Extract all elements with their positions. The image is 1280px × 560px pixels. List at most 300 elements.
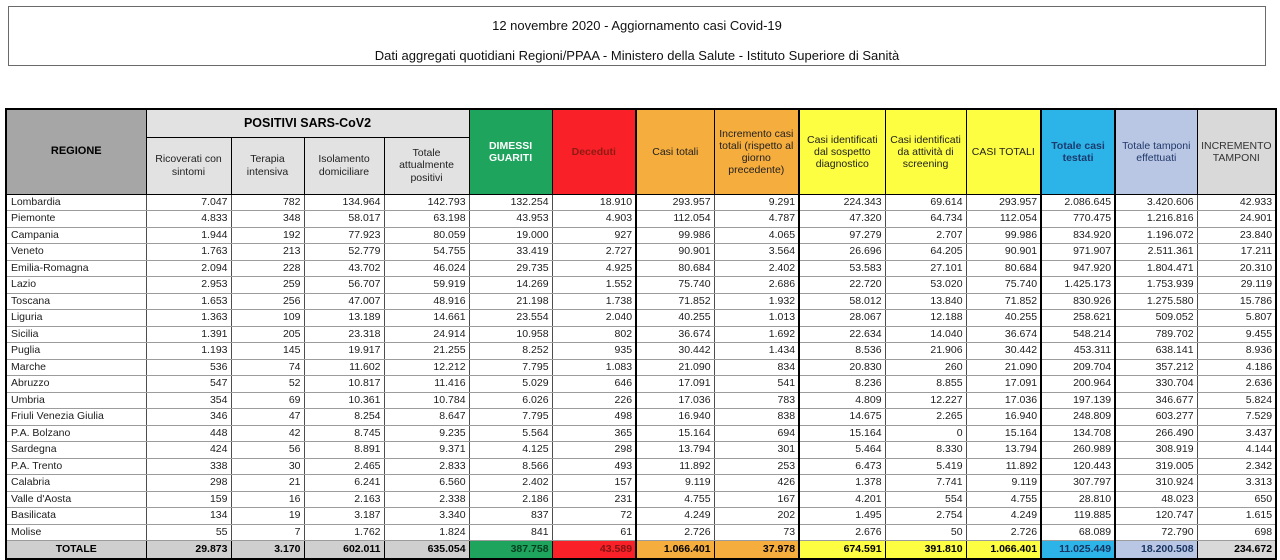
col-header-incremento-tamponi: INCREMENTO TAMPONI (1197, 109, 1276, 194)
total-row (6, 541, 1276, 560)
value-cell: 68.089 (1041, 524, 1115, 541)
value-cell: 80.059 (384, 227, 469, 244)
col-header-ricoverati: Ricoverati con sintomi (146, 137, 231, 194)
table-row (6, 244, 1276, 261)
value-cell: 1.363 (146, 310, 231, 327)
value-cell: 7.741 (885, 475, 966, 492)
value-cell: 1.653 (146, 293, 231, 310)
value-cell: 308.919 (1115, 442, 1197, 459)
value-cell: 260.989 (1041, 442, 1115, 459)
value-cell: 26.696 (799, 244, 885, 261)
value-cell: 209.704 (1041, 359, 1115, 376)
col-header-screening: Casi identificati da attività di screening (885, 109, 966, 194)
table-row (6, 293, 1276, 310)
value-cell: 17.091 (636, 376, 714, 393)
region-name: Abruzzo (6, 376, 146, 393)
value-cell: 493 (552, 458, 636, 475)
table-header (6, 109, 1276, 194)
value-cell: 9.455 (1197, 326, 1276, 343)
value-cell: 21 (231, 475, 304, 492)
total-value-cell: 18.200.508 (1115, 541, 1197, 560)
value-cell: 55 (146, 524, 231, 541)
value-cell: 11.892 (636, 458, 714, 475)
value-cell: 8.330 (885, 442, 966, 459)
value-cell: 42 (231, 425, 304, 442)
covid-data-table (5, 108, 1277, 560)
value-cell: 58.017 (304, 211, 384, 228)
bulletin-title: 12 novembre 2020 - Aggiornamento casi Covid-19 (492, 18, 782, 33)
value-cell: 14.661 (384, 310, 469, 327)
value-cell: 2.186 (469, 491, 552, 508)
value-cell: 22.720 (799, 277, 885, 294)
total-value-cell: 1.066.401 (636, 541, 714, 560)
value-cell: 12.188 (885, 310, 966, 327)
region-name: P.A. Trento (6, 458, 146, 475)
table-row (6, 277, 1276, 294)
region-name: Toscana (6, 293, 146, 310)
value-cell: 24.901 (1197, 211, 1276, 228)
value-cell: 536 (146, 359, 231, 376)
table-row (6, 359, 1276, 376)
value-cell: 802 (552, 326, 636, 343)
total-value-cell: 635.054 (384, 541, 469, 560)
value-cell: 1.824 (384, 524, 469, 541)
value-cell: 453.311 (1041, 343, 1115, 360)
value-cell: 36.674 (636, 326, 714, 343)
col-header-terapia-intensiva: Terapia intensiva (231, 137, 304, 194)
region-name: Calabria (6, 475, 146, 492)
value-cell: 50 (885, 524, 966, 541)
value-cell: 3.564 (714, 244, 799, 261)
value-cell: 13.794 (636, 442, 714, 459)
value-cell: 8.566 (469, 458, 552, 475)
value-cell: 56.707 (304, 277, 384, 294)
value-cell: 541 (714, 376, 799, 393)
table-row (6, 326, 1276, 343)
value-cell: 99.986 (966, 227, 1041, 244)
value-cell: 14.675 (799, 409, 885, 426)
value-cell: 3.437 (1197, 425, 1276, 442)
value-cell: 112.054 (636, 211, 714, 228)
value-cell: 16.940 (966, 409, 1041, 426)
title-box (8, 6, 1266, 66)
value-cell: 3.340 (384, 508, 469, 525)
value-cell: 48.023 (1115, 491, 1197, 508)
value-cell: 5.807 (1197, 310, 1276, 327)
value-cell: 837 (469, 508, 552, 525)
value-cell: 259 (231, 277, 304, 294)
value-cell: 10.361 (304, 392, 384, 409)
value-cell: 1.083 (552, 359, 636, 376)
value-cell: 9.119 (636, 475, 714, 492)
value-cell: 40.255 (636, 310, 714, 327)
value-cell: 9.119 (966, 475, 1041, 492)
value-cell: 120.747 (1115, 508, 1197, 525)
col-header-casi-totali-caps: CASI TOTALI (966, 109, 1041, 194)
value-cell: 1.013 (714, 310, 799, 327)
table-row (6, 475, 1276, 492)
value-cell: 142.793 (384, 194, 469, 211)
value-cell: 298 (146, 475, 231, 492)
value-cell: 30.442 (966, 343, 1041, 360)
value-cell: 58.012 (799, 293, 885, 310)
value-cell: 330.704 (1115, 376, 1197, 393)
value-cell: 4.249 (636, 508, 714, 525)
value-cell: 80.684 (636, 260, 714, 277)
value-cell: 307.797 (1041, 475, 1115, 492)
value-cell: 8.855 (885, 376, 966, 393)
value-cell: 16 (231, 491, 304, 508)
value-cell: 830.926 (1041, 293, 1115, 310)
value-cell: 69.614 (885, 194, 966, 211)
value-cell: 15.164 (636, 425, 714, 442)
value-cell: 21.906 (885, 343, 966, 360)
table-body (6, 194, 1276, 541)
value-cell: 15.786 (1197, 293, 1276, 310)
value-cell: 36.674 (966, 326, 1041, 343)
value-cell: 789.702 (1115, 326, 1197, 343)
value-cell: 646 (552, 376, 636, 393)
value-cell: 4.755 (966, 491, 1041, 508)
region-name: Friuli Venezia Giulia (6, 409, 146, 426)
col-group-positivi-sars-cov2: POSITIVI SARS-CoV2 (146, 109, 469, 137)
value-cell: 1.425.173 (1041, 277, 1115, 294)
table-row (6, 343, 1276, 360)
value-cell: 2.511.361 (1115, 244, 1197, 261)
table-row (6, 442, 1276, 459)
value-cell: 226 (552, 392, 636, 409)
value-cell: 29.119 (1197, 277, 1276, 294)
table-row (6, 310, 1276, 327)
value-cell: 1.193 (146, 343, 231, 360)
value-cell: 424 (146, 442, 231, 459)
value-cell: 11.892 (966, 458, 1041, 475)
value-cell: 7.795 (469, 359, 552, 376)
table-row (6, 211, 1276, 228)
region-name: Sardegna (6, 442, 146, 459)
col-header-totale-casi-testati: Totale casi testati (1041, 109, 1115, 194)
value-cell: 248.809 (1041, 409, 1115, 426)
value-cell: 4.186 (1197, 359, 1276, 376)
value-cell: 43.702 (304, 260, 384, 277)
value-cell: 43.953 (469, 211, 552, 228)
value-cell: 75.740 (966, 277, 1041, 294)
table-row (6, 376, 1276, 393)
value-cell: 548.214 (1041, 326, 1115, 343)
value-cell: 29.735 (469, 260, 552, 277)
value-cell: 947.920 (1041, 260, 1115, 277)
value-cell: 18.910 (552, 194, 636, 211)
value-cell: 4.249 (966, 508, 1041, 525)
value-cell: 56 (231, 442, 304, 459)
value-cell: 159 (146, 491, 231, 508)
value-cell: 69 (231, 392, 304, 409)
value-cell: 21.255 (384, 343, 469, 360)
value-cell: 1.944 (146, 227, 231, 244)
value-cell: 346 (146, 409, 231, 426)
table-row (6, 260, 1276, 277)
col-header-incremento-casi: Incremento casi totali (rispetto al giorno precedente) (714, 109, 799, 194)
col-header-totale-tamponi: Totale tamponi effettuati (1115, 109, 1197, 194)
value-cell: 8.745 (304, 425, 384, 442)
value-cell: 33.419 (469, 244, 552, 261)
value-cell: 9.371 (384, 442, 469, 459)
value-cell: 5.824 (1197, 392, 1276, 409)
value-cell: 1.391 (146, 326, 231, 343)
value-cell: 52.779 (304, 244, 384, 261)
value-cell: 4.201 (799, 491, 885, 508)
value-cell: 293.957 (636, 194, 714, 211)
value-cell: 63.198 (384, 211, 469, 228)
value-cell: 5.419 (885, 458, 966, 475)
region-name: Umbria (6, 392, 146, 409)
value-cell: 47 (231, 409, 304, 426)
value-cell: 21.090 (636, 359, 714, 376)
total-value-cell: 1.066.401 (966, 541, 1041, 560)
value-cell: 0 (885, 425, 966, 442)
value-cell: 47.007 (304, 293, 384, 310)
value-cell: 72 (552, 508, 636, 525)
value-cell: 6.241 (304, 475, 384, 492)
value-cell: 90.901 (966, 244, 1041, 261)
col-header-dimessi-guariti: DIMESSI GUARITI (469, 109, 552, 194)
value-cell: 30 (231, 458, 304, 475)
value-cell: 2.265 (885, 409, 966, 426)
value-cell: 2.707 (885, 227, 966, 244)
value-cell: 99.986 (636, 227, 714, 244)
value-cell: 603.277 (1115, 409, 1197, 426)
value-cell: 119.885 (1041, 508, 1115, 525)
value-cell: 109 (231, 310, 304, 327)
value-cell: 8.236 (799, 376, 885, 393)
col-header-attualmente-positivi: Totale attualmente positivi (384, 137, 469, 194)
value-cell: 120.443 (1041, 458, 1115, 475)
value-cell: 205 (231, 326, 304, 343)
region-name: Veneto (6, 244, 146, 261)
value-cell: 42.933 (1197, 194, 1276, 211)
value-cell: 1.196.072 (1115, 227, 1197, 244)
value-cell: 2.342 (1197, 458, 1276, 475)
value-cell: 192 (231, 227, 304, 244)
value-cell: 134.708 (1041, 425, 1115, 442)
value-cell: 1.434 (714, 343, 799, 360)
value-cell: 338 (146, 458, 231, 475)
value-cell: 7.047 (146, 194, 231, 211)
value-cell: 11.602 (304, 359, 384, 376)
value-cell: 971.907 (1041, 244, 1115, 261)
table-row (6, 491, 1276, 508)
value-cell: 4.755 (636, 491, 714, 508)
value-cell: 132.254 (469, 194, 552, 211)
value-cell: 253 (714, 458, 799, 475)
value-cell: 8.936 (1197, 343, 1276, 360)
value-cell: 53.020 (885, 277, 966, 294)
table-row (6, 409, 1276, 426)
value-cell: 348 (231, 211, 304, 228)
value-cell: 834 (714, 359, 799, 376)
region-name: Lombardia (6, 194, 146, 211)
col-header-sospetto-diagnostico: Casi identificati dal sospetto diagnostico (799, 109, 885, 194)
value-cell: 256 (231, 293, 304, 310)
value-cell: 301 (714, 442, 799, 459)
value-cell: 8.254 (304, 409, 384, 426)
value-cell: 71.852 (966, 293, 1041, 310)
value-cell: 11.416 (384, 376, 469, 393)
value-cell: 90.901 (636, 244, 714, 261)
value-cell: 498 (552, 409, 636, 426)
value-cell: 4.125 (469, 442, 552, 459)
region-name: Campania (6, 227, 146, 244)
value-cell: 224.343 (799, 194, 885, 211)
value-cell: 19 (231, 508, 304, 525)
value-cell: 30.442 (636, 343, 714, 360)
value-cell: 17.211 (1197, 244, 1276, 261)
value-cell: 64.734 (885, 211, 966, 228)
value-cell: 2.094 (146, 260, 231, 277)
value-cell: 927 (552, 227, 636, 244)
value-cell: 59.919 (384, 277, 469, 294)
value-cell: 694 (714, 425, 799, 442)
value-cell: 2.086.645 (1041, 194, 1115, 211)
value-cell: 10.958 (469, 326, 552, 343)
value-cell: 8.647 (384, 409, 469, 426)
value-cell: 3.420.606 (1115, 194, 1197, 211)
value-cell: 6.026 (469, 392, 552, 409)
value-cell: 231 (552, 491, 636, 508)
total-value-cell: 387.758 (469, 541, 552, 560)
table-row (6, 508, 1276, 525)
value-cell: 7.529 (1197, 409, 1276, 426)
table-row (6, 524, 1276, 541)
value-cell: 1.275.580 (1115, 293, 1197, 310)
value-cell: 5.029 (469, 376, 552, 393)
value-cell: 258.621 (1041, 310, 1115, 327)
value-cell: 13.189 (304, 310, 384, 327)
value-cell: 1.763 (146, 244, 231, 261)
value-cell: 21.090 (966, 359, 1041, 376)
table-row (6, 425, 1276, 442)
value-cell: 15.164 (799, 425, 885, 442)
value-cell: 2.686 (714, 277, 799, 294)
value-cell: 213 (231, 244, 304, 261)
value-cell: 260 (885, 359, 966, 376)
table-row (6, 458, 1276, 475)
value-cell: 5.464 (799, 442, 885, 459)
value-cell: 23.840 (1197, 227, 1276, 244)
value-cell: 5.564 (469, 425, 552, 442)
value-cell: 17.036 (636, 392, 714, 409)
value-cell: 16.940 (636, 409, 714, 426)
value-cell: 46.024 (384, 260, 469, 277)
value-cell: 638.141 (1115, 343, 1197, 360)
value-cell: 448 (146, 425, 231, 442)
value-cell: 19.917 (304, 343, 384, 360)
value-cell: 2.402 (469, 475, 552, 492)
value-cell: 9.235 (384, 425, 469, 442)
value-cell: 27.101 (885, 260, 966, 277)
value-cell: 1.216.816 (1115, 211, 1197, 228)
value-cell: 293.957 (966, 194, 1041, 211)
value-cell: 75.740 (636, 277, 714, 294)
col-header-deceduti: Deceduti (552, 109, 636, 194)
value-cell: 266.490 (1115, 425, 1197, 442)
value-cell: 19.000 (469, 227, 552, 244)
value-cell: 14.269 (469, 277, 552, 294)
value-cell: 1.804.471 (1115, 260, 1197, 277)
value-cell: 1.692 (714, 326, 799, 343)
bulletin-subtitle: Dati aggregati quotidiani Regioni/PPAA - Ministero della Salute - Istituto Superiore di Sanità (374, 48, 900, 63)
value-cell: 2.163 (304, 491, 384, 508)
total-label: TOTALE (6, 541, 146, 560)
value-cell: 64.205 (885, 244, 966, 261)
value-cell: 365 (552, 425, 636, 442)
value-cell: 23.318 (304, 326, 384, 343)
value-cell: 935 (552, 343, 636, 360)
col-header-isolamento: Isolamento domiciliare (304, 137, 384, 194)
value-cell: 145 (231, 343, 304, 360)
value-cell: 298 (552, 442, 636, 459)
region-name: P.A. Bolzano (6, 425, 146, 442)
region-name: Molise (6, 524, 146, 541)
value-cell: 48.916 (384, 293, 469, 310)
value-cell: 21.198 (469, 293, 552, 310)
value-cell: 197.139 (1041, 392, 1115, 409)
value-cell: 841 (469, 524, 552, 541)
value-cell: 1.753.939 (1115, 277, 1197, 294)
value-cell: 650 (1197, 491, 1276, 508)
value-cell: 10.817 (304, 376, 384, 393)
value-cell: 17.091 (966, 376, 1041, 393)
value-cell: 310.924 (1115, 475, 1197, 492)
value-cell: 319.005 (1115, 458, 1197, 475)
value-cell: 72.790 (1115, 524, 1197, 541)
value-cell: 2.833 (384, 458, 469, 475)
value-cell: 8.536 (799, 343, 885, 360)
value-cell: 3.313 (1197, 475, 1276, 492)
value-cell: 2.953 (146, 277, 231, 294)
region-name: Liguria (6, 310, 146, 327)
total-value-cell: 602.011 (304, 541, 384, 560)
value-cell: 80.684 (966, 260, 1041, 277)
value-cell: 20.310 (1197, 260, 1276, 277)
value-cell: 97.279 (799, 227, 885, 244)
value-cell: 1.615 (1197, 508, 1276, 525)
total-value-cell: 3.170 (231, 541, 304, 560)
region-name: Basilicata (6, 508, 146, 525)
value-cell: 509.052 (1115, 310, 1197, 327)
value-cell: 15.164 (966, 425, 1041, 442)
value-cell: 4.833 (146, 211, 231, 228)
value-cell: 54.755 (384, 244, 469, 261)
value-cell: 24.914 (384, 326, 469, 343)
value-cell: 13.794 (966, 442, 1041, 459)
value-cell: 2.465 (304, 458, 384, 475)
value-cell: 157 (552, 475, 636, 492)
value-cell: 40.255 (966, 310, 1041, 327)
value-cell: 20.830 (799, 359, 885, 376)
value-cell: 73 (714, 524, 799, 541)
value-cell: 554 (885, 491, 966, 508)
value-cell: 71.852 (636, 293, 714, 310)
value-cell: 2.727 (552, 244, 636, 261)
table-row (6, 227, 1276, 244)
value-cell: 354 (146, 392, 231, 409)
region-name: Valle d'Aosta (6, 491, 146, 508)
value-cell: 838 (714, 409, 799, 426)
value-cell: 14.040 (885, 326, 966, 343)
value-cell: 782 (231, 194, 304, 211)
value-cell: 134.964 (304, 194, 384, 211)
